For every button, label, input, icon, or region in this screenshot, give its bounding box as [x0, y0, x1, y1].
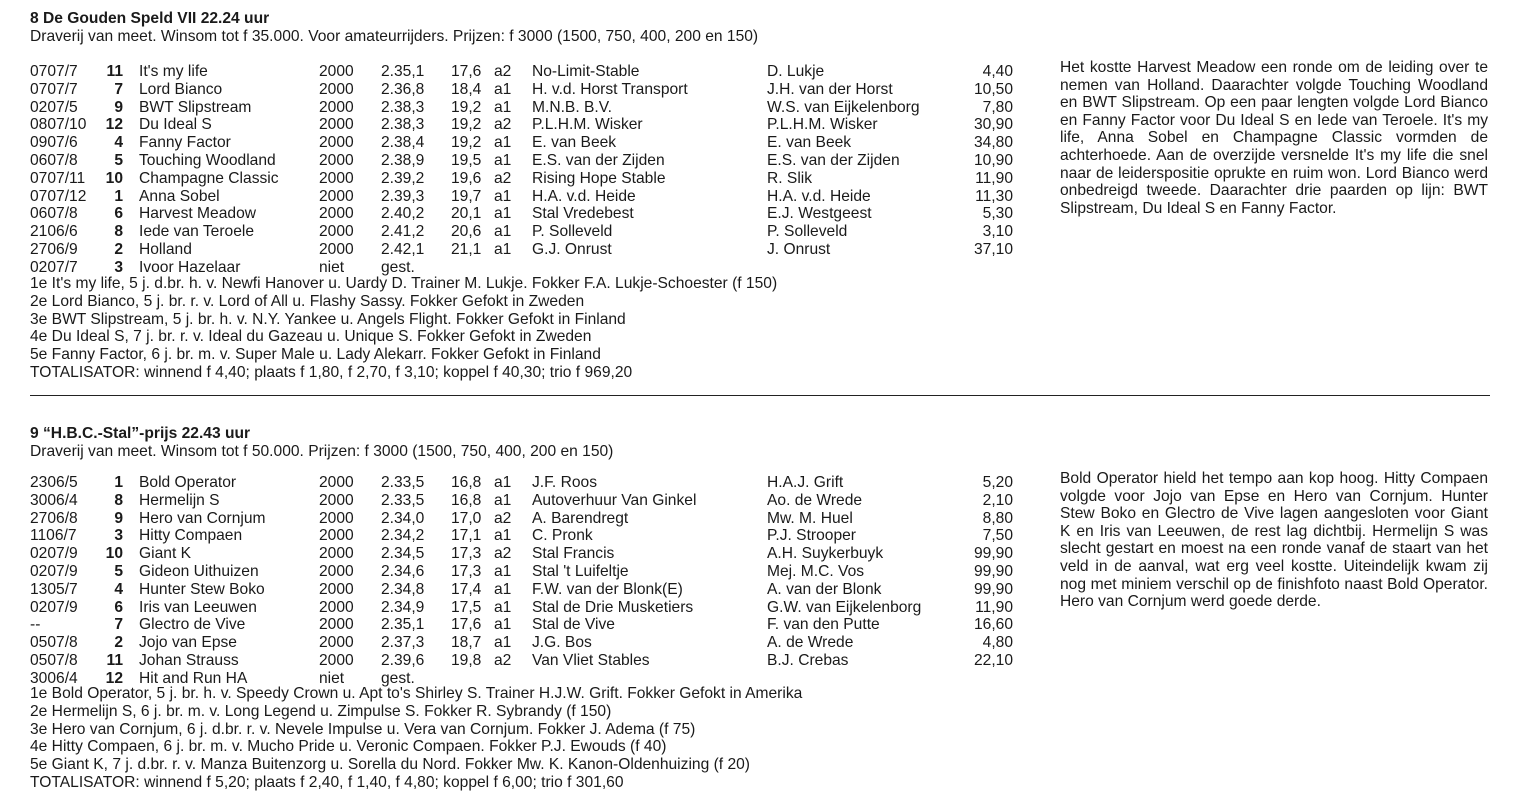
cell-km: 17,3 — [451, 563, 482, 580]
cell-date: 0707/7 — [30, 80, 78, 98]
cell-km: 17,6 — [451, 63, 482, 80]
cell-owner: H. v.d. Horst Transport — [532, 80, 688, 98]
cell-odds: 8,80 — [982, 509, 1013, 527]
cell-owner: J.G. Bos — [532, 634, 592, 652]
cell-owner: Stal de Vive — [532, 616, 615, 634]
cell-nr: 4 — [114, 134, 123, 152]
cell-horse: Du Ideal S — [139, 116, 212, 134]
cell-km: 21,1 — [451, 241, 482, 258]
totalisator-line: TOTALISATOR: winnend f 5,20; plaats f 2,40, f 1,40, f 4,80; koppel f 6,00; trio f 301,60 — [30, 774, 624, 791]
cell-driver: W.S. van Eijkelenborg — [767, 98, 920, 116]
placing-line: 5e Fanny Factor, 6 j. br. m. v. Super Male u. Lady Alekarr. Fokker Gefokt in Finland — [30, 346, 601, 364]
cell-nr: 5 — [114, 152, 123, 169]
cell-code: a1 — [494, 527, 512, 545]
cell-owner: Stal 't Luifeltje — [532, 563, 629, 580]
cell-horse: Johan Strauss — [139, 652, 239, 669]
race-report: Het kostte Harvest Meadow een ronde om de leiding over te nemen van Holland. Daarachter volgde Touching Woodland en BWT Slipstream. Op een paar lengten volgde Lord Bianco en Fanny Factor voor Du Ideal S en Iede van Teroele. It's my life, Anna Sobel en Champagne Classic vormden de achterhoede. Aan de overzijde versnelde It's my life die snel naar de leiderspositie oprukte en ruim won. Lord Bianco werd onbedreigd tweede. Daarachter drie paarden op lijn: BWT Slipstream, Du Ideal S en Fanny Factor. — [1060, 59, 1488, 217]
cell-km: 19,2 — [451, 134, 482, 152]
cell-date: 1305/7 — [30, 580, 78, 598]
placing-line: 4e Hitty Compaen, 6 j. br. m. v. Mucho Pride u. Veronic Compaen. Fokker P.J. Ewouds (f 40) — [30, 738, 667, 756]
cell-dist: 2000 — [319, 616, 354, 634]
cell-km: 20,6 — [451, 223, 482, 241]
cell-code: a2 — [494, 63, 512, 80]
cell-horse: Anna Sobel — [139, 187, 220, 205]
cell-time: 2.34,8 — [381, 580, 425, 598]
cell-time: 2.38,3 — [381, 116, 425, 134]
cell-nr: 10 — [105, 169, 123, 187]
cell-owner: Van Vliet Stables — [532, 652, 650, 669]
cell-time: 2.35,1 — [381, 63, 425, 80]
cell-odds: 10,50 — [973, 80, 1013, 98]
cell-nr: 5 — [114, 563, 123, 580]
cell-odds: 99,90 — [973, 545, 1013, 563]
cell-date: -- — [30, 616, 41, 634]
cell-nr: 10 — [105, 545, 123, 563]
cell-date: 3006/4 — [30, 491, 78, 509]
placing-line: 3e Hero van Cornjum, 6 j. d.br. r. v. Nevele Impulse u. Vera van Cornjum. Fokker J. Adema (f 75) — [30, 720, 696, 738]
cell-driver: A. de Wrede — [767, 634, 854, 652]
cell-driver: A.H. Suykerbuyk — [767, 545, 884, 563]
cell-km: 17,1 — [451, 527, 482, 545]
race-conditions: Draverij van meet. Winsom tot f 35.000. Voor amateurrijders. Prijzen: f 3000 (1500, 750, 400, 200 en 150) — [30, 28, 759, 45]
cell-dist: 2000 — [319, 187, 354, 205]
cell-owner: Stal Francis — [532, 545, 615, 563]
cell-owner: C. Pronk — [532, 527, 593, 545]
cell-time: 2.33,5 — [381, 474, 425, 491]
placing-line: 2e Hermelijn S, 6 j. br. m. v. Long Legend u. Zimpulse S. Fokker R. Sybrandy (f 150) — [30, 702, 612, 720]
cell-odds: 5,30 — [982, 205, 1013, 223]
cell-nr: 11 — [106, 652, 123, 669]
cell-time: 2.34,5 — [381, 545, 425, 563]
cell-horse: BWT Slipstream — [139, 98, 252, 116]
cell-driver: G.W. van Eijkelenborg — [767, 598, 922, 616]
cell-odds: 7,50 — [982, 527, 1013, 545]
cell-nr: 3 — [114, 527, 123, 545]
cell-dist: 2000 — [319, 205, 354, 223]
cell-date: 0607/8 — [30, 205, 78, 223]
cell-dist: 2000 — [319, 474, 354, 491]
cell-horse: Champagne Classic — [139, 169, 279, 187]
cell-odds: 4,80 — [982, 634, 1013, 652]
cell-owner: G.J. Onrust — [532, 241, 612, 258]
cell-date: 0207/7 — [30, 258, 78, 276]
cell-code: a1 — [494, 98, 512, 116]
cell-dist: 2000 — [319, 527, 354, 545]
cell-nr: 12 — [105, 116, 123, 134]
cell-km: 19,7 — [451, 187, 482, 205]
cell-odds: 11,90 — [975, 169, 1013, 187]
cell-nr: 3 — [114, 258, 123, 276]
cell-odds: 34,80 — [973, 134, 1013, 152]
cell-date: 0207/9 — [30, 545, 78, 563]
cell-code: a1 — [494, 474, 512, 491]
cell-code: a1 — [494, 80, 512, 98]
cell-dist: 2000 — [319, 652, 354, 669]
cell-horse: Hero van Cornjum — [139, 509, 266, 527]
cell-km: 16,8 — [451, 474, 482, 491]
cell-horse: Ivoor Hazelaar — [139, 258, 241, 276]
cell-horse: Jojo van Epse — [139, 634, 237, 652]
cell-odds: 11,90 — [975, 598, 1013, 616]
cell-nr: 11 — [106, 63, 123, 80]
cell-code: a2 — [494, 169, 512, 187]
cell-owner: No-Limit-Stable — [532, 63, 640, 80]
cell-dist: 2000 — [319, 241, 354, 258]
cell-driver: A. van der Blonk — [767, 580, 882, 598]
cell-km: 17,0 — [451, 509, 482, 527]
cell-time: 2.40,2 — [381, 205, 425, 223]
cell-date: 2306/5 — [30, 474, 78, 491]
cell-dist: 2000 — [319, 223, 354, 241]
cell-odds: 4,40 — [982, 63, 1013, 80]
cell-code: a2 — [494, 116, 512, 134]
cell-time: 2.34,6 — [381, 563, 425, 580]
cell-driver: P. Solleveld — [767, 223, 848, 241]
cell-nr: 1 — [114, 474, 123, 491]
cell-horse: Hunter Stew Boko — [139, 580, 265, 598]
cell-owner: Stal de Drie Musketiers — [532, 598, 694, 616]
cell-driver: Mw. M. Huel — [767, 509, 853, 527]
cell-horse: Glectro de Vive — [139, 616, 246, 634]
cell-dist: 2000 — [319, 116, 354, 134]
placing-line: 4e Du Ideal S, 7 j. br. r. v. Ideal du Gazeau u. Unique S. Fokker Gefokt in Zweden — [30, 328, 592, 346]
cell-owner: J.F. Roos — [532, 474, 597, 491]
cell-odds: 5,20 — [982, 474, 1013, 491]
cell-code: a1 — [494, 187, 512, 205]
cell-nr: 1 — [114, 187, 123, 205]
cell-horse: Iris van Leeuwen — [139, 598, 257, 616]
cell-driver: E.S. van der Zijden — [767, 152, 900, 169]
cell-horse: It's my life — [139, 63, 208, 80]
cell-date: 0507/8 — [30, 652, 78, 669]
cell-date: 0507/8 — [30, 634, 78, 652]
cell-date: 0207/5 — [30, 98, 78, 116]
cell-nr: 9 — [114, 98, 123, 116]
cell-code: a2 — [494, 509, 512, 527]
cell-dist: 2000 — [319, 63, 354, 80]
cell-odds: 2,10 — [982, 491, 1013, 509]
cell-nr: 7 — [114, 80, 123, 98]
cell-code: a2 — [494, 545, 512, 563]
cell-km: 19,8 — [451, 652, 482, 669]
cell-date: 0707/12 — [30, 187, 87, 205]
cell-horse: Bold Operator — [139, 474, 237, 491]
cell-dist: 2000 — [319, 509, 354, 527]
cell-time: 2.41,2 — [381, 223, 425, 241]
cell-horse: Giant K — [139, 545, 192, 563]
cell-horse: Lord Bianco — [139, 80, 223, 98]
cell-odds: 30,90 — [973, 116, 1013, 134]
cell-time: 2.34,9 — [381, 598, 425, 616]
cell-time: 2.34,2 — [381, 527, 425, 545]
cell-horse: Hitty Compaen — [139, 527, 243, 545]
cell-code: a1 — [494, 241, 512, 258]
cell-driver: B.J. Crebas — [767, 652, 849, 669]
cell-time: 2.34,0 — [381, 509, 425, 527]
race-conditions: Draverij van meet. Winsom tot f 50.000. Prijzen: f 3000 (1500, 750, 400, 200 en 150) — [30, 443, 614, 460]
cell-dist: niet — [319, 258, 345, 276]
cell-horse: Gideon Uithuizen — [139, 563, 259, 580]
cell-driver: Ao. de Wrede — [767, 491, 863, 509]
cell-nr: 6 — [114, 598, 123, 616]
cell-code: a1 — [494, 634, 512, 652]
cell-owner: E. van Beek — [532, 134, 617, 152]
cell-owner: M.N.B. B.V. — [532, 98, 613, 116]
cell-driver: D. Lukje — [767, 63, 825, 80]
cell-code: a1 — [494, 563, 512, 580]
cell-km: 19,6 — [451, 169, 482, 187]
cell-driver: J. Onrust — [767, 241, 831, 258]
cell-date: 0807/10 — [30, 116, 87, 134]
cell-date: 0607/8 — [30, 152, 78, 169]
cell-odds: 99,90 — [973, 563, 1013, 580]
cell-dist: 2000 — [319, 491, 354, 509]
cell-km: 18,7 — [451, 634, 482, 652]
cell-km: 19,2 — [451, 116, 482, 134]
cell-time: 2.38,9 — [381, 152, 425, 169]
cell-horse: Hit and Run HA — [139, 669, 248, 687]
cell-dist: 2000 — [319, 80, 354, 98]
cell-odds: 22,10 — [973, 652, 1013, 669]
cell-owner: F.W. van der Blonk(E) — [532, 580, 683, 598]
cell-km: 17,6 — [451, 616, 482, 634]
cell-nr: 2 — [114, 241, 123, 258]
cell-driver: P.J. Strooper — [767, 527, 856, 545]
cell-km: 19,2 — [451, 98, 482, 116]
cell-code: a1 — [494, 616, 512, 634]
cell-dist: 2000 — [319, 634, 354, 652]
cell-code: a1 — [494, 134, 512, 152]
cell-driver: P.L.H.M. Wisker — [767, 116, 878, 134]
cell-driver: Mej. M.C. Vos — [767, 563, 865, 580]
cell-time: 2.39,6 — [381, 652, 425, 669]
cell-date: 1106/7 — [30, 527, 77, 545]
cell-odds: 16,60 — [973, 616, 1013, 634]
cell-time: 2.38,3 — [381, 98, 425, 116]
cell-dist: 2000 — [319, 169, 354, 187]
cell-nr: 6 — [114, 205, 123, 223]
cell-date: 0207/9 — [30, 598, 78, 616]
placing-line: 1e Bold Operator, 5 j. br. h. v. Speedy Crown u. Apt to's Shirley S. Trainer H.J.W. Grift. Fokker Gefokt in Amerika — [30, 685, 803, 702]
cell-time: 2.42,1 — [381, 241, 425, 258]
cell-driver: F. van den Putte — [767, 616, 880, 634]
cell-code: a1 — [494, 223, 512, 241]
cell-horse: Touching Woodland — [139, 152, 276, 169]
cell-date: 0707/7 — [30, 63, 78, 80]
cell-dist: 2000 — [319, 598, 354, 616]
cell-km: 19,5 — [451, 152, 482, 169]
cell-code: a1 — [494, 491, 512, 509]
race-report: Bold Operator hield het tempo aan kop hoog. Hitty Compaen volgde voor Jojo van Epse en Hero van Cornjum. Hunter Stew Boko en Glectro de Vive lagen aangesloten voor Giant K en Iris van Leeuwen, de rest lag dichtbij. Hermelijn S was slecht gestart en moest na een ronde vanaf de staart van het veld in de aanval, wat erg veel kostte. Uiteindelijk kwam zij nog met miniem verschil op de finishfoto naast Bold Operator. Hero van Cornjum werd goede derde. — [1060, 470, 1488, 611]
cell-code: a1 — [494, 598, 512, 616]
cell-code: a1 — [494, 205, 512, 223]
cell-horse: Harvest Meadow — [139, 205, 256, 223]
cell-date: 2706/8 — [30, 509, 78, 527]
cell-odds: 10,90 — [973, 152, 1013, 169]
cell-dist: 2000 — [319, 563, 354, 580]
cell-code: a1 — [494, 580, 512, 598]
cell-nr: 7 — [114, 616, 123, 634]
cell-date: 0207/9 — [30, 563, 78, 580]
cell-dist: 2000 — [319, 98, 354, 116]
cell-dist: 2000 — [319, 580, 354, 598]
cell-km: 17,5 — [451, 598, 482, 616]
cell-date: 0707/11 — [30, 169, 86, 187]
cell-km: 17,4 — [451, 580, 482, 598]
cell-driver: E. van Beek — [767, 134, 852, 152]
cell-odds: 11,30 — [975, 187, 1013, 205]
cell-nr: 8 — [114, 223, 123, 241]
cell-km: 20,1 — [451, 205, 482, 223]
cell-time: 2.39,2 — [381, 169, 425, 187]
cell-odds: 3,10 — [982, 223, 1013, 241]
cell-owner: P. Solleveld — [532, 223, 613, 241]
cell-horse: Hermelijn S — [139, 491, 220, 509]
cell-odds: 37,10 — [973, 241, 1013, 258]
cell-owner: P.L.H.M. Wisker — [532, 116, 643, 134]
cell-owner: Stal Vredebest — [532, 205, 634, 223]
cell-dist: niet — [319, 669, 345, 687]
cell-horse: Fanny Factor — [139, 134, 231, 152]
cell-nr: 8 — [114, 491, 123, 509]
cell-horse: Iede van Teroele — [139, 223, 255, 241]
cell-horse: Holland — [139, 241, 192, 258]
placing-line: 2e Lord Bianco, 5 j. br. r. v. Lord of All u. Flashy Sassy. Fokker Gefokt in Zweden — [30, 292, 585, 310]
race-title: 9 “H.B.C.-Stal”-prijs 22.43 uur — [30, 425, 251, 442]
cell-time: 2.39,3 — [381, 187, 425, 205]
cell-km: 17,3 — [451, 545, 482, 563]
race-title: 8 De Gouden Speld VII 22.24 uur — [30, 10, 270, 27]
cell-driver: R. Slik — [767, 169, 813, 187]
totalisator-line: TOTALISATOR: winnend f 4,40; plaats f 1,80, f 2,70, f 3,10; koppel f 40,30; trio f 969,20 — [30, 364, 633, 381]
cell-driver: E.J. Westgeest — [767, 205, 872, 223]
cell-odds: 7,80 — [982, 98, 1013, 116]
cell-dist: 2000 — [319, 134, 354, 152]
cell-time: gest. — [381, 669, 415, 687]
cell-date: 2106/6 — [30, 223, 78, 241]
cell-date: 2706/9 — [30, 241, 78, 258]
placing-line: 5e Giant K, 7 j. d.br. r. v. Manza Buitenzorg u. Sorella du Nord. Fokker Mw. K. Kanon-Oldenhuizing (f 20) — [30, 756, 750, 774]
cell-nr: 2 — [114, 634, 123, 652]
cell-time: 2.38,4 — [381, 134, 425, 152]
cell-owner: Autoverhuur Van Ginkel — [532, 491, 697, 509]
cell-odds: 99,90 — [973, 580, 1013, 598]
cell-owner: Rising Hope Stable — [532, 169, 666, 187]
cell-code: a1 — [494, 152, 512, 169]
cell-driver: H.A. v.d. Heide — [767, 187, 871, 205]
cell-time: 2.35,1 — [381, 616, 425, 634]
cell-time: 2.36,8 — [381, 80, 425, 98]
cell-code: a2 — [494, 652, 512, 669]
cell-km: 16,8 — [451, 491, 482, 509]
cell-km: 18,4 — [451, 80, 482, 98]
cell-driver: H.A.J. Grift — [767, 474, 844, 491]
placing-line: 1e It's my life, 5 j. d.br. h. v. Newfi Hanover u. Uardy D. Trainer M. Lukje. Fokker F.A. Lukje-Schoester (f 150) — [30, 275, 778, 292]
cell-dist: 2000 — [319, 545, 354, 563]
placing-line: 3e BWT Slipstream, 5 j. br. h. v. N.Y. Yankee u. Angels Flight. Fokker Gefokt in Finland — [30, 310, 626, 328]
cell-date: 0907/6 — [30, 134, 78, 152]
cell-time: 2.33,5 — [381, 491, 425, 509]
cell-owner: H.A. v.d. Heide — [532, 187, 636, 205]
cell-driver: J.H. van der Horst — [767, 80, 893, 98]
cell-nr: 12 — [105, 669, 123, 687]
cell-time: 2.37,3 — [381, 634, 425, 652]
cell-owner: E.S. van der Zijden — [532, 152, 665, 169]
cell-dist: 2000 — [319, 152, 354, 169]
section-divider — [30, 395, 1490, 396]
cell-nr: 4 — [114, 580, 123, 598]
cell-date: 3006/4 — [30, 669, 78, 687]
cell-time: gest. — [381, 258, 415, 276]
cell-nr: 9 — [114, 509, 123, 527]
cell-owner: A. Barendregt — [532, 509, 629, 527]
